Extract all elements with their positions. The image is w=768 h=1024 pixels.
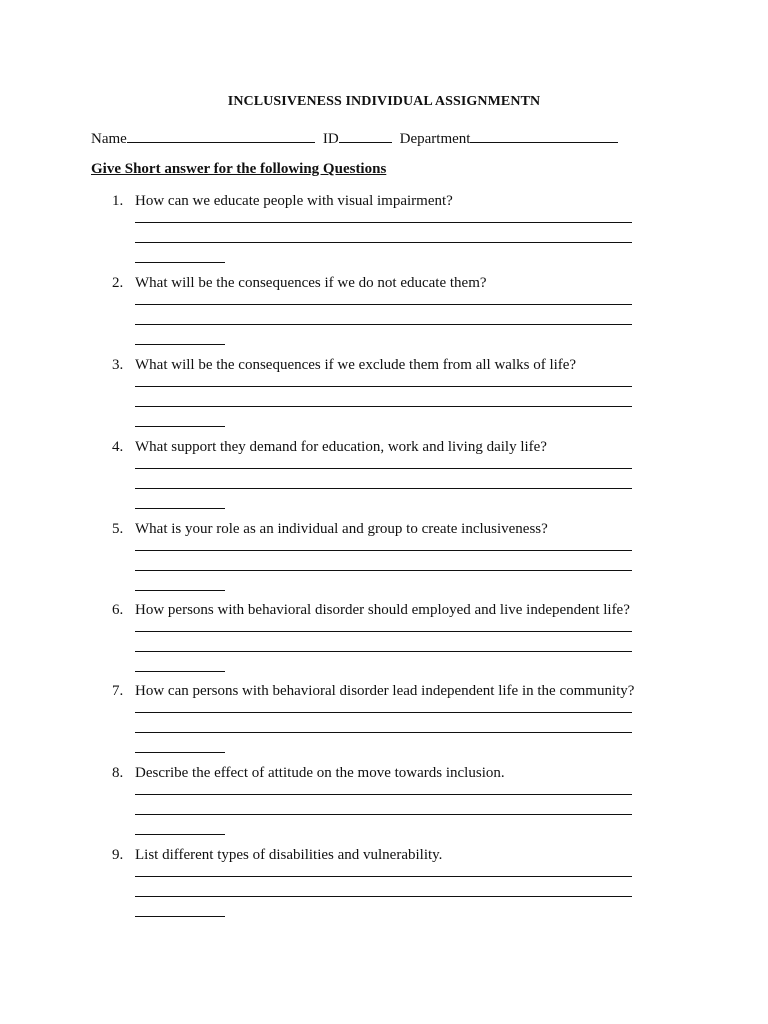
question-item <box>0 357 768 439</box>
question-text: List different types of disabilities and vulnerability. <box>135 847 443 863</box>
question-item <box>0 193 768 275</box>
answer-line <box>135 916 225 917</box>
question-number: 1. <box>112 193 124 209</box>
question-text: What will be the consequences if we do not educate them? <box>135 275 487 291</box>
question-number: 5. <box>112 521 124 537</box>
question-text: What is your role as an individual and group to create inclusiveness? <box>135 521 548 537</box>
answer-line <box>135 344 225 345</box>
answer-line <box>135 814 632 815</box>
answer-line <box>135 896 632 897</box>
answer-line <box>135 671 225 672</box>
answer-line <box>135 732 632 733</box>
page-title: INCLUSIVENESS INDIVIDUAL ASSIGNMENTN <box>227 94 541 109</box>
question-text: What support they demand for education, work and living daily life? <box>135 439 547 455</box>
answer-line <box>135 242 632 243</box>
answer-line <box>135 406 632 407</box>
answer-line <box>135 794 632 795</box>
answer-line <box>135 876 632 877</box>
question-text: What will be the consequences if we exclude them from all walks of life? <box>135 357 577 373</box>
question-number: 7. <box>112 683 124 699</box>
answer-line <box>135 426 225 427</box>
answer-line <box>135 304 632 305</box>
question-number: 6. <box>112 602 124 618</box>
answer-line <box>135 570 632 571</box>
answer-line <box>135 324 632 325</box>
question-text: How persons with behavioral disorder should employed and live independent life? <box>135 602 630 618</box>
answer-line <box>135 386 632 387</box>
answer-line <box>135 651 632 652</box>
student-info-row <box>91 128 618 148</box>
answer-line <box>135 222 632 223</box>
name-blank <box>127 128 315 143</box>
name-label: Name <box>91 131 127 147</box>
answer-line <box>135 550 632 551</box>
answer-line <box>135 712 632 713</box>
question-item <box>0 275 768 357</box>
department-blank <box>470 128 618 143</box>
id-label: ID <box>322 131 339 147</box>
answer-line <box>135 508 225 509</box>
answer-line <box>135 834 225 835</box>
question-text: How can persons with behavioral disorder lead independent life in the community? <box>135 683 635 699</box>
question-item <box>0 683 768 765</box>
question-item <box>0 439 768 521</box>
question-text: How can we educate people with visual impairment? <box>135 193 453 209</box>
question-number: 3. <box>112 357 124 373</box>
question-number: 9. <box>112 847 124 863</box>
answer-line <box>135 468 632 469</box>
instructions-heading: Give Short answer for the following Questions <box>91 161 387 177</box>
answer-line <box>135 488 632 489</box>
question-item <box>0 847 768 929</box>
question-item <box>0 765 768 847</box>
answer-line <box>135 262 225 263</box>
answer-line <box>135 752 225 753</box>
question-number: 2. <box>112 275 124 291</box>
department-label: Department <box>399 131 471 147</box>
question-item <box>0 521 768 603</box>
answer-line <box>135 631 632 632</box>
question-item <box>0 602 768 684</box>
answer-line <box>135 590 225 591</box>
question-text: Describe the effect of attitude on the move towards inclusion. <box>135 765 505 781</box>
id-blank <box>339 128 392 143</box>
question-number: 4. <box>112 439 124 455</box>
question-number: 8. <box>112 765 124 781</box>
